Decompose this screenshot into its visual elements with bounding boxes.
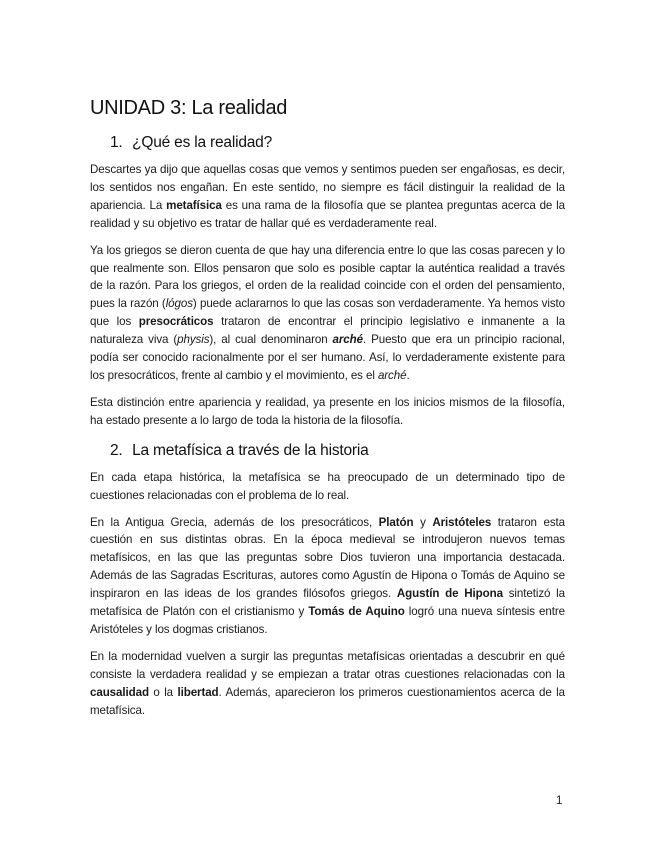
bold-term: causalidad — [90, 685, 149, 699]
italic-term: lógos — [165, 297, 193, 311]
section-number-1: 1. — [110, 134, 123, 151]
paragraph: En la modernidad vuelven a surgir las preguntas metafísicas orientadas a descubrir en qué consiste la verdadera realidad y se empiezan a tratar otras cuestiones relacionadas con la causalidad o la libertad. Además, aparecieron los primeros cuestionamientos acerca de la metafísica. — [90, 649, 565, 717]
section-heading-2 — [90, 442, 565, 460]
paragraph: En cada etapa histórica, la metafísica se ha preocupado de un determinado tipo de cuestiones relacionadas con el problema de lo real. — [90, 470, 565, 502]
paragraph: En la Antigua Grecia, además de los presocráticos, Platón y Aristóteles trataron esta cuestión en sus distintas obras. En la época medieval se introdujeron nuevos temas metafísicos, en las que las preguntas sobre Dios tuvieron una importancia destacada. Además de las Sagradas Escrituras, autores como Agustín de Hipona o Tomás de Aquino se inspiraron en las ideas de los grandes filósofos griegos. Agustín de Hipona sintetizó la metafísica de Platón con el cristianismo y Tomás de Aquino logró una nueva síntesis entre Aristóteles y los dogmas cristianos. — [90, 515, 565, 636]
paragraph: Ya los griegos se dieron cuenta de que hay una diferencia entre lo que las cosas parecen y lo que realmente son. Ellos pensaron que solo es posible captar la auténtica realidad a través de la razón. Para los griegos, el orden de la realidad coincide con el orden del pensamiento, pues la razón (lógos) puede aclararnos lo que las cosas son verdaderamente. Ya hemos visto que los presocráticos trataron de encontrar el principio legislativo e inmanente a la naturaleza viva (physis), al cual denominaron arché. Puesto que era un principio racional, podía ser conocido racionalmente por el ser humano. Así, lo verdaderamente existente para los presocráticos, frente al cambio y el movimiento, es el arché. — [90, 243, 565, 382]
bold-term: arché — [332, 333, 363, 347]
italic-term: arché — [377, 368, 407, 382]
page-content — [90, 97, 565, 728]
page-title: UNIDAD 3: La realidad — [90, 97, 288, 119]
bold-term: Tomás de Aquino — [308, 605, 405, 619]
section-title-2: La metafísica a través de la historia — [132, 441, 369, 459]
bold-term: Aristóteles — [432, 515, 492, 529]
bold-term: Platón — [378, 515, 414, 529]
bold-term: presocráticos — [138, 315, 214, 329]
section-title-1: ¿Qué es la realidad? — [132, 134, 272, 151]
page-number: 1 — [556, 795, 563, 807]
bold-term: Agustín de Hipona — [396, 587, 503, 601]
paragraph: Descartes ya dijo que aquellas cosas que vemos y sentimos pueden ser engañosas, es decir, los sentidos nos engañan. En este sentido, no siempre es fácil distinguir la realidad de la apariencia. La metafísica es una rama de la filosofía que se plantea preguntas acerca de la realidad y su objetivo es tratar de hallar qué es verdaderamente real. — [90, 163, 566, 230]
bold-term: libertad — [177, 685, 219, 699]
section-heading-1 — [90, 134, 565, 152]
italic-term: physis — [177, 333, 210, 347]
section-number-2: 2. — [110, 441, 123, 459]
bold-term: metafísica — [166, 198, 222, 212]
paragraph: Esta distinción entre apariencia y realidad, ya presente en los inicios mismos de la filosofía, ha estado presente a lo largo de toda la historia de la filosofía. — [90, 395, 565, 427]
